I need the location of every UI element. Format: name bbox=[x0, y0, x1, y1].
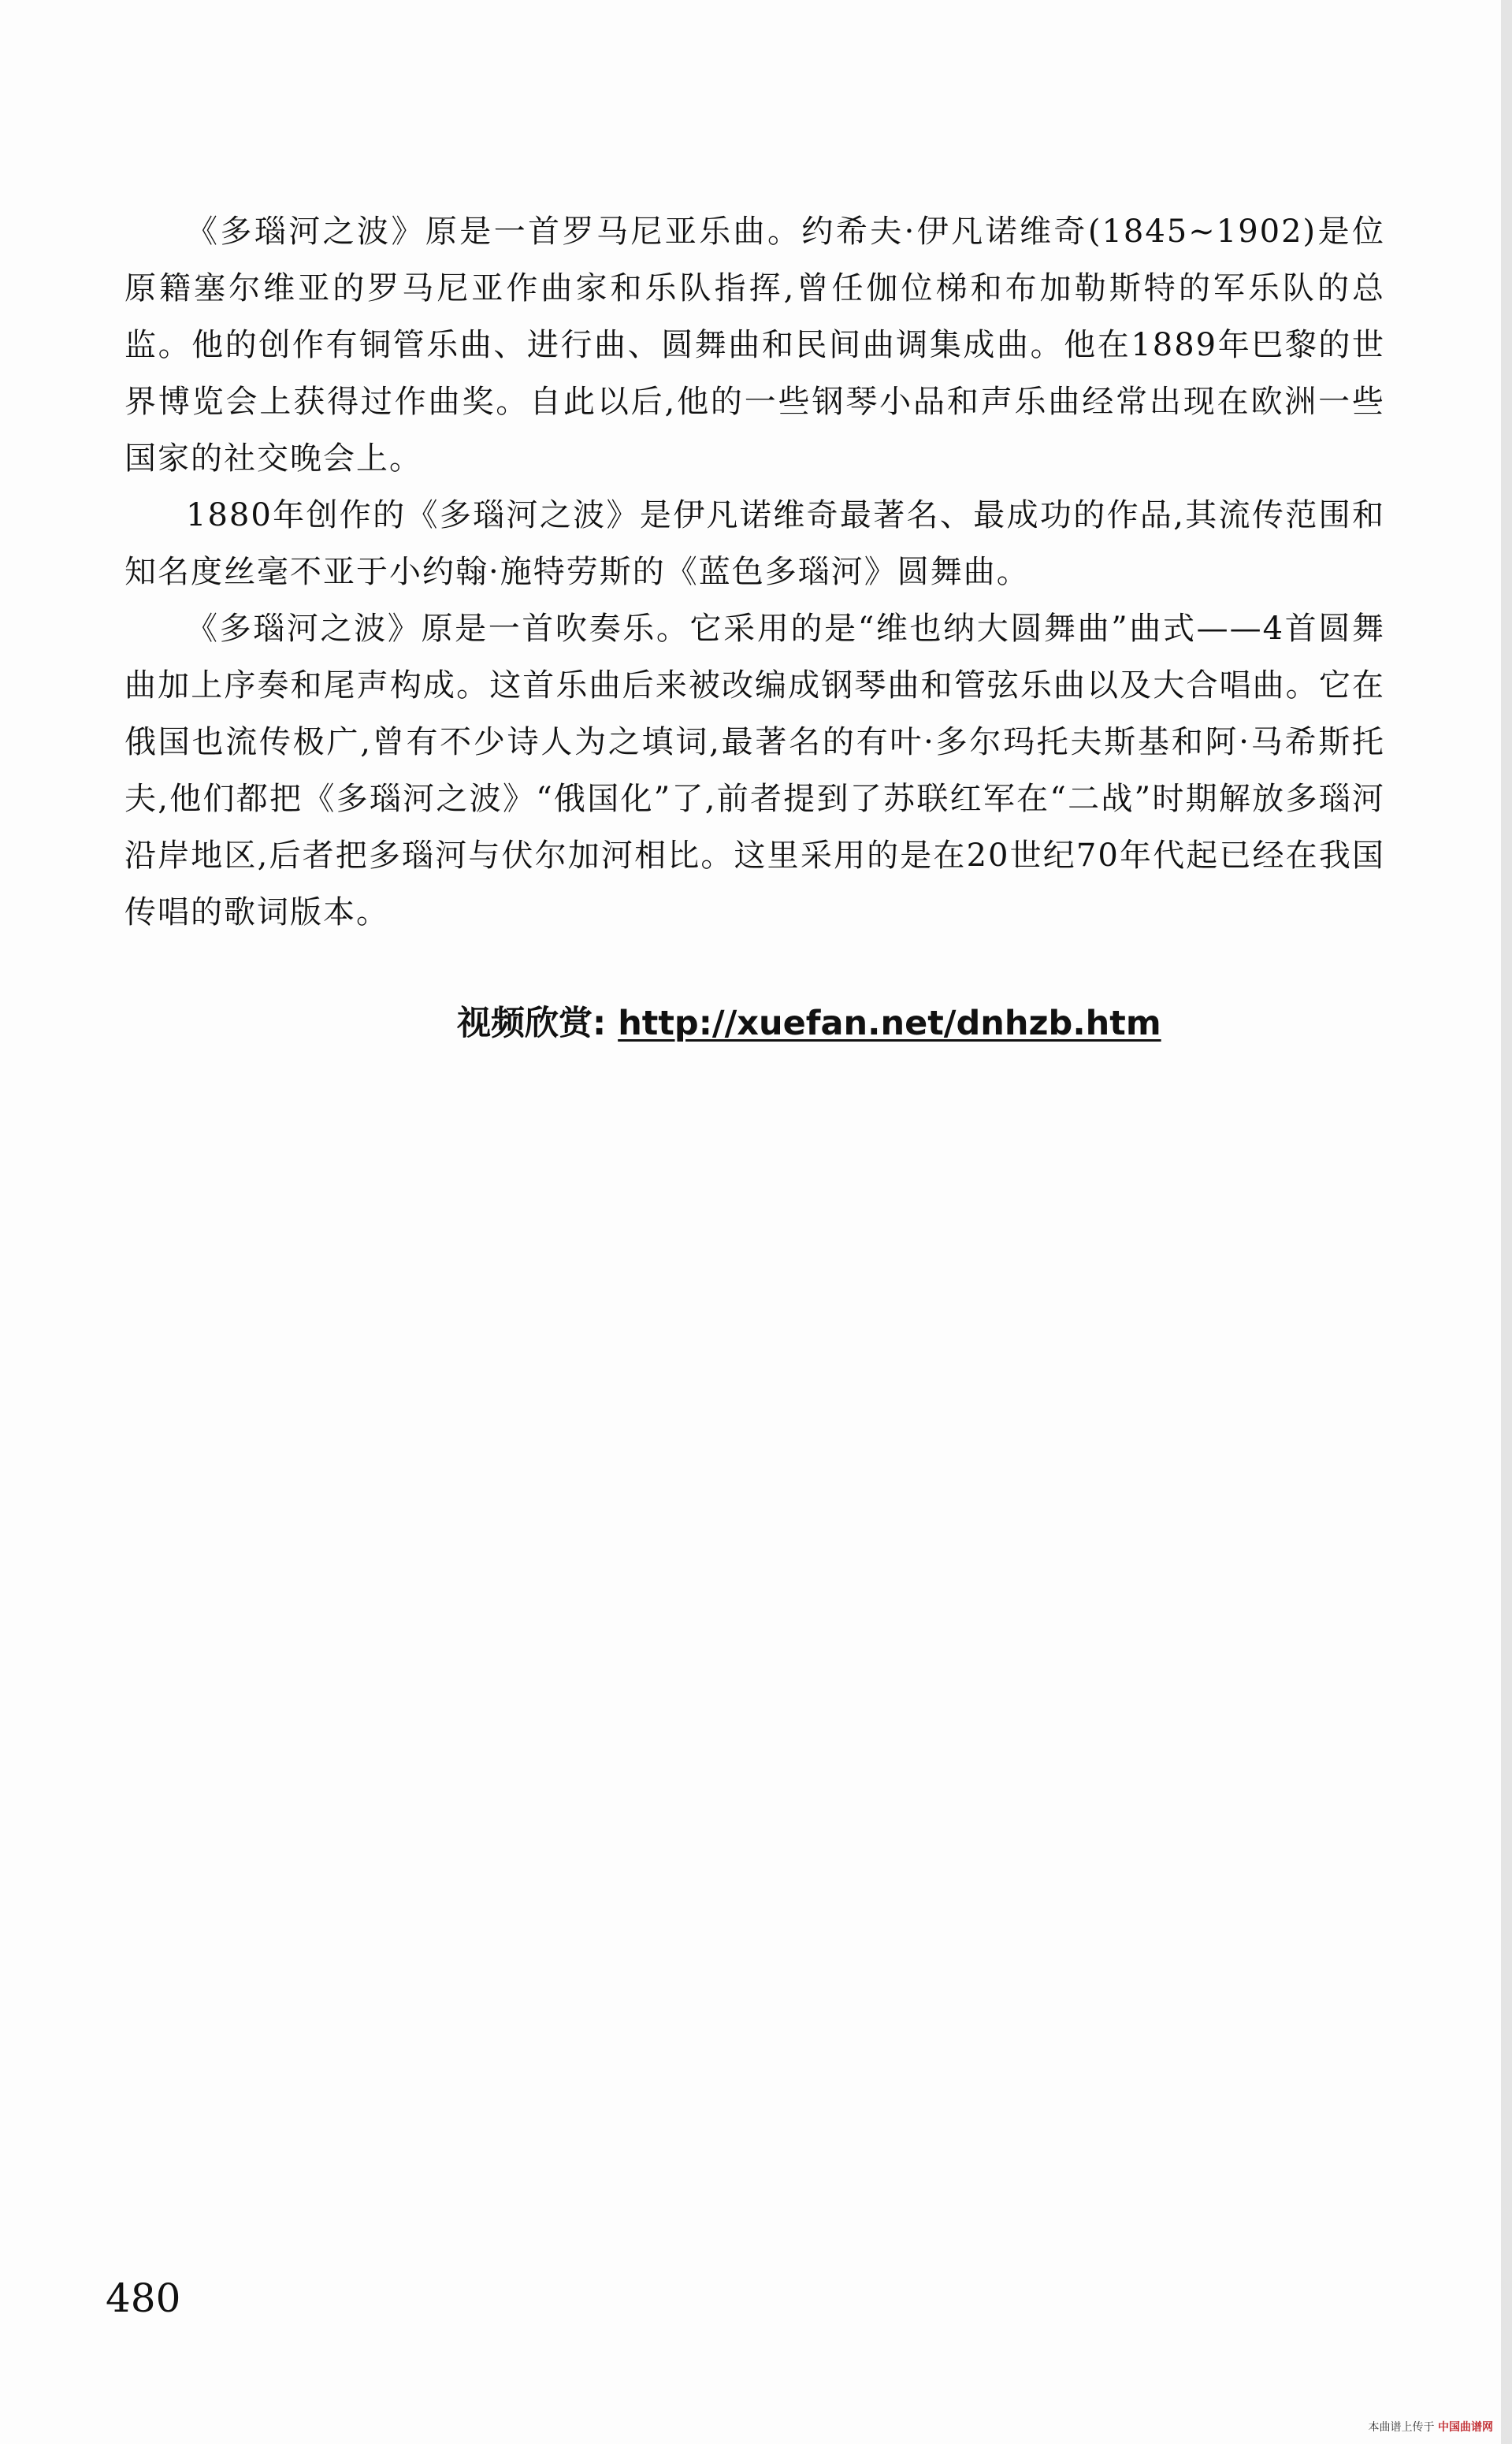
body-text bbox=[124, 203, 1385, 941]
paragraph-3: 《多瑙河之波》原是一首吹奏乐。它采用的是“维也纳大圆舞曲”曲式——4首圆舞曲加上序奏和尾声构成。这首乐曲后来被改编成钢琴曲和管弦乐曲以及大合唱曲。它在俄国也流传极广,曾有不少诗人为之填词,最著名的有叶·多尔玛托夫斯基和阿·马希斯托夫,他们都把《多瑙河之波》“俄国化”了,前者提到了苏联红军在“二战”时期解放多瑙河沿岸地区,后者把多瑙河与伏尔加河相比。这里采用的是在20世纪70年代起已经在我国传唱的歌词版本。 bbox=[124, 611, 1385, 930]
paragraph-1: 《多瑙河之波》原是一首罗马尼亚乐曲。约希夫·伊凡诺维奇(1845~1902)是位原籍塞尔维亚的罗马尼亚作曲家和乐队指挥,曾任伽位梯和布加勒斯特的军乐队的总监。他的创作有铜管乐曲、进行曲、圆舞曲和民间曲调集成曲。他在1889年巴黎的世界博览会上获得过作曲奖。自此以后,他的一些钢琴小品和声乐曲经常出现在欧洲一些国家的社交晚会上。 bbox=[124, 214, 1385, 477]
page-number: 480 bbox=[106, 2275, 181, 2321]
video-link[interactable]: http://xuefan.net/dnhzb.htm bbox=[618, 1004, 1161, 1043]
video-label: 视频欣赏: bbox=[457, 1004, 607, 1043]
video-link-line bbox=[457, 997, 1161, 1045]
paragraph-2: 1880年创作的《多瑙河之波》是伊凡诺维奇最著名、最成功的作品,其流传范围和知名度丝毫不亚于小约翰·施特劳斯的《蓝色多瑙河》圆舞曲。 bbox=[124, 497, 1385, 590]
footer-prefix: 本曲谱上传于 bbox=[1368, 2421, 1435, 2434]
page-edge-shadow bbox=[1501, 0, 1512, 2444]
footer-brand[interactable]: 中国曲谱网 bbox=[1438, 2421, 1493, 2434]
footer-watermark bbox=[1369, 2419, 1493, 2435]
